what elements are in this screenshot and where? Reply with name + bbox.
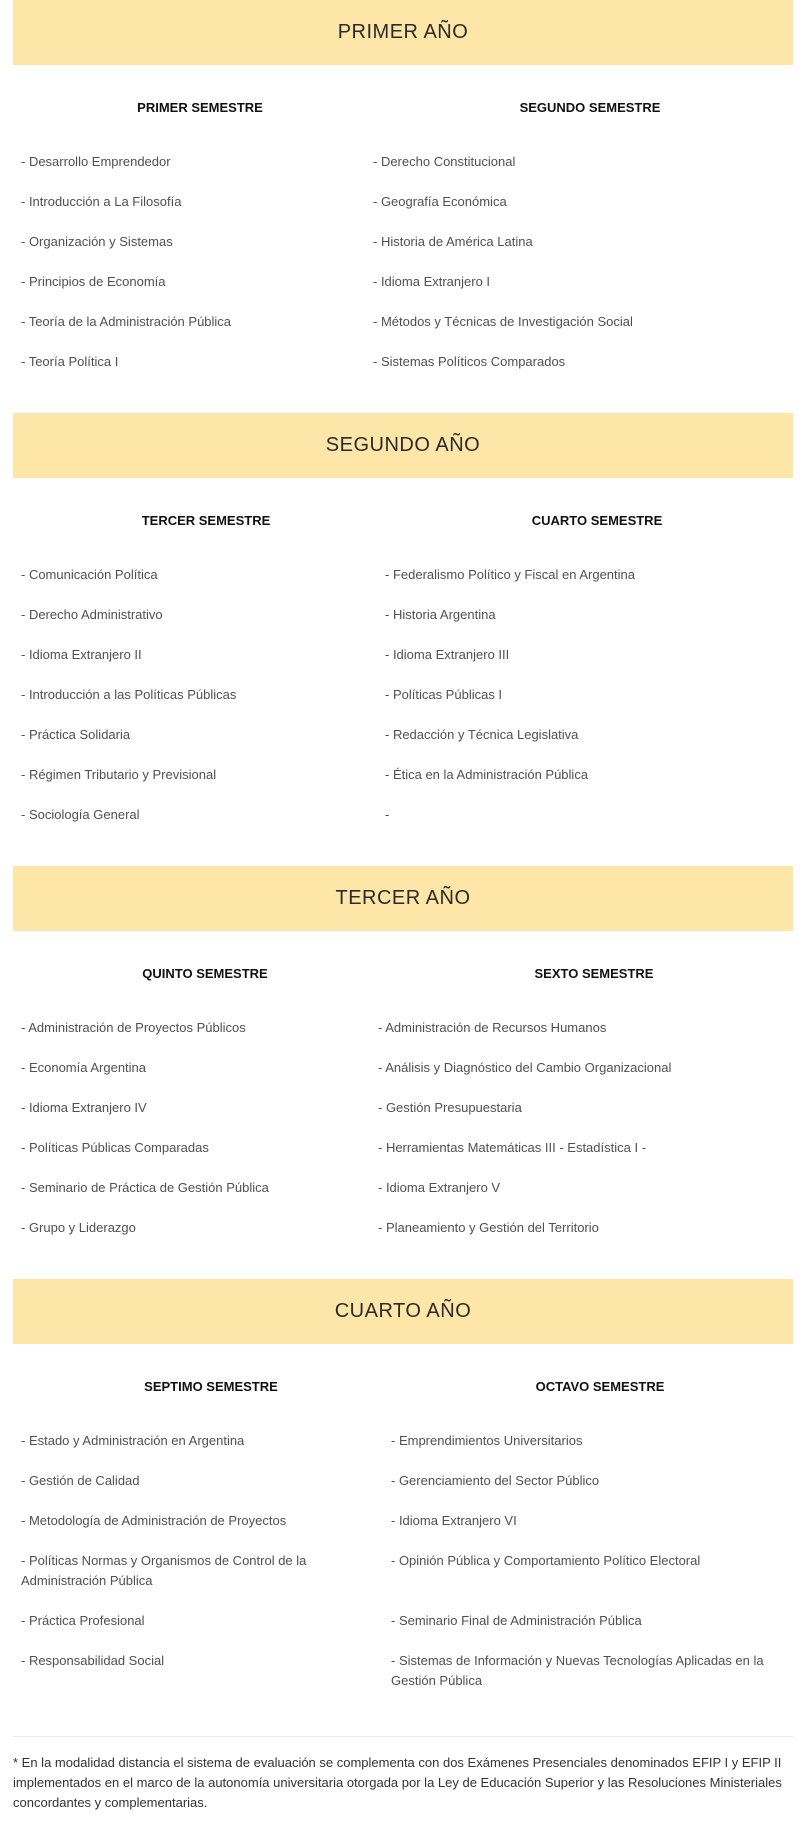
semester-title-6: SEXTO SEMESTRE [534, 966, 654, 981]
year-title: CUARTO AÑO [334, 1300, 472, 1322]
list-item: - Comunicación Política [21, 567, 158, 582]
list-item: - Ética en la Administración Pública [385, 767, 589, 782]
list-item: - Organización y Sistemas [21, 234, 173, 249]
list-item: - Seminario de Práctica de Gestión Pública [21, 1180, 269, 1195]
semester-title-7: SEPTIMO SEMESTRE [144, 1379, 278, 1394]
list-item: - Derecho Constitucional [373, 154, 516, 169]
list-item: - Introducción a las Políticas Públicas [21, 687, 237, 702]
semester-title-1: PRIMER SEMESTRE [137, 100, 263, 115]
list-item: - Historia de América Latina [373, 234, 533, 249]
list-item: - Emprendimientos Universitarios [391, 1433, 583, 1448]
list-item: - [385, 807, 390, 822]
list-item: - Práctica Solidaria [21, 727, 131, 742]
list-item: - Idioma Extranjero I [373, 274, 491, 289]
year-title: PRIMER AÑO [337, 21, 469, 43]
divider [13, 1736, 793, 1737]
list-item: - Planeamiento y Gestión del Territorio [378, 1220, 599, 1235]
footnote: * En la modalidad distancia el sistema de evaluación se complementa con dos Exámenes Presenciales denominados EFIP I y EFIP II implementados en el marco de la autonomía universitaria otorgada por la Ley de Educación Superior y las Resoluciones Ministeriales concordantes y complementarias. [13, 1755, 782, 1810]
list-item: - Análisis y Diagnóstico del Cambio Organizacional [378, 1060, 672, 1075]
list-item: - Teoría de la Administración Pública [21, 314, 232, 329]
list-item: - Gerenciamiento del Sector Público [391, 1473, 600, 1488]
list-item: - Idioma Extranjero IV [21, 1100, 147, 1115]
semester-title-5: QUINTO SEMESTRE [142, 966, 268, 981]
list-item: - Teoría Política I [21, 354, 119, 369]
semester-title-3: TERCER SEMESTRE [141, 513, 271, 528]
list-item: - Sociología General [21, 807, 140, 822]
year-title: SEGUNDO AÑO [325, 434, 481, 456]
list-item: - Historia Argentina [385, 607, 496, 622]
list-item: - Introducción a La Filosofía [21, 194, 182, 209]
semester-title-4: CUARTO SEMESTRE [531, 513, 663, 528]
list-item: - Régimen Tributario y Previsional [21, 767, 217, 782]
list-item: - Idioma Extranjero V [378, 1180, 501, 1195]
list-item: - Seminario Final de Administración Pública [391, 1613, 642, 1628]
list-item: - Principios de Economía [21, 274, 166, 289]
list-item: - Economía Argentina [21, 1060, 147, 1075]
list-item: - Políticas Públicas I [385, 687, 503, 702]
list-item: - Sistemas Políticos Comparados [373, 354, 566, 369]
list-item: - Opinión Pública y Comportamiento Político Electoral [391, 1553, 701, 1568]
list-item: - Desarrollo Emprendedor [21, 154, 171, 169]
list-item: - Idioma Extranjero VI [391, 1513, 517, 1528]
list-item: - Políticas Públicas Comparadas [21, 1140, 209, 1155]
list-item: - Administración de Proyectos Públicos [21, 1020, 246, 1035]
list-item: - Redacción y Técnica Legislativa [385, 727, 579, 742]
list-item: - Derecho Administrativo [21, 607, 163, 622]
list-item: - Idioma Extranjero II [21, 647, 142, 662]
list-item: - Administración de Recursos Humanos [378, 1020, 607, 1035]
list-item: - Geografía Económica [373, 194, 507, 209]
list-item: - Federalismo Político y Fiscal en Argentina [385, 567, 635, 582]
list-item: - Gestión Presupuestaria [378, 1100, 522, 1115]
list-item: - Gestión de Calidad [21, 1473, 140, 1488]
list-item: - Sistemas de Información y Nuevas Tecnologías Aplicadas en la Gestión Pública [391, 1653, 764, 1688]
year-header-3 [13, 866, 793, 931]
semester-title-2: SEGUNDO SEMESTRE [519, 100, 661, 115]
list-item: - Responsabilidad Social [21, 1653, 165, 1668]
list-item: - Idioma Extranjero III [385, 647, 510, 662]
list-item: - Práctica Profesional [21, 1613, 145, 1628]
year-title: TERCER AÑO [335, 887, 471, 909]
list-item: - Grupo y Liderazgo [21, 1220, 136, 1235]
list-item: - Metodología de Administración de Proyectos [21, 1513, 287, 1528]
year-header-1 [13, 0, 793, 65]
year-header-2 [13, 413, 793, 478]
list-item: - Estado y Administración en Argentina [21, 1433, 245, 1448]
semester-title-8: OCTAVO SEMESTRE [535, 1379, 665, 1394]
list-item: - Políticas Normas y Organismos de Control de la Administración Pública [21, 1553, 307, 1588]
list-item: - Herramientas Matemáticas III - Estadística I - [378, 1140, 647, 1155]
list-item: - Métodos y Técnicas de Investigación Social [373, 314, 633, 329]
year-header-4 [13, 1279, 793, 1344]
